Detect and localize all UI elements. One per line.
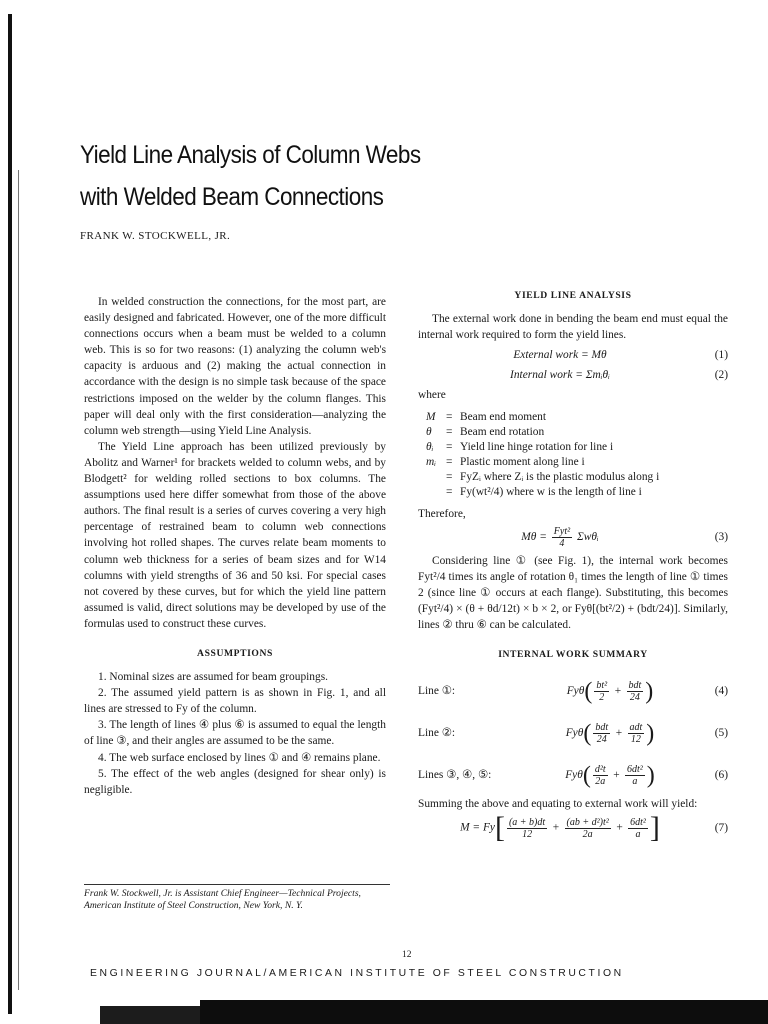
assumption-item: 3. The length of lines ④ plus ⑥ is assumed to equal the length of line ③, and their angles are assumed to be the same. (84, 719, 386, 748)
fraction-numerator: (a + b)dt (508, 816, 546, 828)
fraction-numerator: d²t (594, 763, 606, 775)
assumption-item: 4. The web surface enclosed by lines ① and ④ remains plane. (98, 751, 381, 764)
intro-paragraph-1: In welded construction the connections, for the most part, are easily designed and fabricated. However, one of the more difficult connections occurs when a beam must be welded to a column web. This is so for two reasons: (1) analyzing the column web's capacity is arduous and (2) making the actual connection in accordance with the design is no simple task because of the space restrictions imposed on the welder by the column flanges. This paper will deal only with the first consideration—analyzing the column web strength—using Yield Line Analysis. (84, 296, 386, 437)
fraction-numerator: 6dt² (627, 763, 643, 775)
fraction-numerator: adt (629, 721, 643, 733)
summary-expression: Fyθ( $\frac{\text{bdt}}{24}$ + $\frac{\text{adt}}{12}$ ) (565, 720, 655, 747)
fraction-denominator: 2a (595, 775, 606, 787)
fraction-denominator: a (635, 828, 641, 840)
symbol: M (426, 410, 436, 423)
summary-prefix: Fyθ (565, 726, 584, 739)
equals-sign: = (446, 455, 453, 468)
summary-row-line-1 (418, 670, 728, 712)
term-fraction (593, 722, 610, 745)
summary-label: Line ②: (418, 727, 456, 740)
equation-7 (418, 811, 728, 845)
symbol-description: Fy(wt²/4) where w is the length of line i (460, 485, 642, 498)
fraction-numerator: bdt (595, 721, 609, 733)
summary-row-line-2 (418, 712, 728, 754)
therefore-label: Therefore, (418, 507, 466, 520)
fraction-denominator: 4 (559, 537, 565, 549)
equation-3-rhs: Σwθᵢ (576, 530, 599, 543)
term-fraction (628, 817, 648, 840)
yield-line-heading: YIELD LINE ANALYSIS (514, 290, 632, 301)
paper-title (80, 134, 421, 218)
symbol-row (426, 440, 728, 455)
equals-sign: = (446, 425, 453, 438)
term-fraction (565, 817, 611, 840)
assumption-item: 1. Nominal sizes are assumed for beam groupings. (98, 671, 328, 684)
symbol-description: Yield line hinge rotation for line i (460, 440, 614, 453)
fraction-denominator: a (632, 775, 638, 787)
symbol-description: FyZᵢ where Zᵢ is the plastic modulus along i (460, 470, 660, 483)
term-fraction (507, 817, 547, 840)
journal-footer: ENGINEERING JOURNAL/AMERICAN INSTITUTE OF STEEL CONSTRUCTION (90, 968, 624, 979)
scan-left-edge (8, 14, 12, 1014)
equals-sign: = (446, 485, 453, 498)
symbol-row (426, 470, 728, 485)
page-number: 12 (402, 950, 412, 960)
fraction-denominator: 2 (599, 691, 605, 703)
equation-2 (418, 367, 728, 383)
symbol-row (426, 410, 728, 425)
left-column (84, 294, 386, 798)
equation-3-expression (418, 526, 702, 549)
summing-paragraph: Summing the above and equating to external work will yield: (418, 798, 698, 811)
symbol-row (426, 485, 728, 500)
scan-left-line (18, 170, 19, 990)
summary-equation-number: (6) (714, 769, 728, 782)
summary-label: Line ①: (418, 685, 456, 698)
summary-equation-number: (5) (714, 727, 728, 740)
where-label: where (418, 389, 446, 402)
term-fraction (593, 764, 608, 787)
equation-1-number: (1) (714, 349, 728, 362)
equation-2-expression: Internal work = Σmᵢθᵢ (510, 369, 610, 382)
assumption-item: 2. The assumed yield pattern is as shown in Fig. 1, and all lines are stressed to Fy of the column. (84, 687, 386, 716)
author-footnote: Frank W. Stockwell, Jr. is Assistant Chief Engineer—Technical Projects, American Institute of Steel Construction, New York, N. Y. (84, 884, 390, 912)
summary-prefix: Fyθ (565, 768, 583, 781)
fraction-numerator: (ab + d²)t² (566, 816, 609, 828)
equation-3-fraction (552, 526, 572, 549)
fraction-denominator: 12 (522, 828, 533, 840)
summary-equation-number: (4) (714, 685, 728, 698)
internal-work-summary-heading: INTERNAL WORK SUMMARY (498, 649, 648, 661)
symbol (426, 470, 446, 485)
fraction-denominator: 24 (629, 691, 640, 703)
symbol-definitions (426, 410, 728, 500)
symbol: θᵢ (426, 440, 434, 453)
fraction-numerator: Fyt² (553, 525, 571, 537)
intro-paragraph-2: The Yield Line approach has been utilized previously by Abolitz and Warner¹ for brackets welded to column webs, and by Blodgett² for welding rolled sections to box columns. The assumptions used here differ somewhat from those of the above authors. The final result is a series of curves covering a very high percentage of restrained beam to column web connections involving hot rolled shapes. The curves relate beam moments to column web thickness for a series of beam sizes and for W14 columns with yield strengths of 36 and 50 ksi. For special cases not covered by these curves, but for which the yield line pattern assumed is valid, direct solutions may be developed by use of the formulas used to construct these curves. (84, 440, 386, 630)
symbol: θ (426, 425, 432, 438)
assumption-item: 5. The effect of the web angles (designed for shear only) is negligible. (84, 767, 386, 796)
fraction-denominator: 12 (630, 733, 641, 745)
summary-expression: Fyθ( $\frac{\text{bt²}}{2}$ + $\frac{\text{bdt}}{24}$ ) (566, 678, 654, 705)
work-paragraph: The external work done in bending the beam end must equal the internal work required to form the yield lines. (418, 313, 728, 342)
symbol-description: Beam end rotation (460, 425, 545, 438)
summary-row-lines-3-4-5 (418, 754, 728, 796)
line-1-paragraph: Considering line ① (see Fig. 1), the internal work becomes Fyt²/4 times its angle of rotation θ₁ times the length of line ① times 2 (since line ① occurs at each flange). Substituting, this becomes (Fyt²/4) × (θ + θd/12t) × b × 2, or Fyθ[(bt²/2) + (bdt/24)]. Similarly, lines ② thru ⑥ can be calculated. (418, 554, 728, 632)
term-fraction (628, 722, 645, 745)
fraction-numerator: bdt (628, 679, 642, 691)
author-name: FRANK W. STOCKWELL, JR. (80, 230, 231, 242)
equals-sign: = (446, 410, 453, 423)
equation-7-lhs: M = Fy (460, 821, 495, 834)
term-fraction (627, 680, 644, 703)
equation-7-number: (7) (714, 822, 728, 835)
summary-prefix: Fyθ (566, 684, 585, 697)
fraction-numerator: bt² (596, 679, 608, 691)
equation-3 (418, 526, 728, 549)
equation-7-expression: M = Fy[ $\frac{(a + b)dt}{12}$ + $\frac{\text{(ab + d²)t²}}{2a}$ + $\frac{\text{6dt²}}{a}$ ] (460, 811, 660, 845)
symbol-row (426, 425, 728, 440)
fraction-numerator: 6dt² (630, 816, 646, 828)
fraction-denominator: 2a (582, 828, 593, 840)
scan-bottom-edge (200, 1000, 768, 1024)
title-line-1: Yield Line Analysis of Column Webs (80, 141, 421, 169)
equals-sign: = (446, 440, 453, 453)
assumptions-list (84, 669, 386, 798)
equation-1 (418, 347, 728, 363)
symbol-description: Plastic moment along line i (460, 455, 585, 468)
equals-sign: = (446, 470, 453, 483)
symbol (426, 485, 446, 500)
title-line-2: with Welded Beam Connections (80, 183, 384, 211)
equation-1-expression: External work = Mθ (513, 349, 607, 362)
right-column (418, 288, 728, 844)
summary-expression: Fyθ( $\frac{\text{d²t}}{2a}$ + $\frac{\text{6dt²}}{a}$ ) (565, 762, 655, 789)
symbol: mᵢ (426, 455, 437, 468)
equation-3-number: (3) (714, 531, 728, 544)
symbol-description: Beam end moment (460, 410, 547, 423)
term-fraction (625, 764, 645, 787)
symbol-row (426, 455, 728, 470)
fraction-denominator: 24 (596, 733, 607, 745)
equation-2-number: (2) (714, 369, 728, 382)
term-fraction (594, 680, 609, 703)
scan-bottom-edge-left (100, 1006, 200, 1024)
summary-label: Lines ③, ④, ⑤: (418, 769, 492, 782)
assumptions-heading: ASSUMPTIONS (197, 647, 273, 659)
equation-3-lhs: Mθ = (521, 530, 547, 543)
